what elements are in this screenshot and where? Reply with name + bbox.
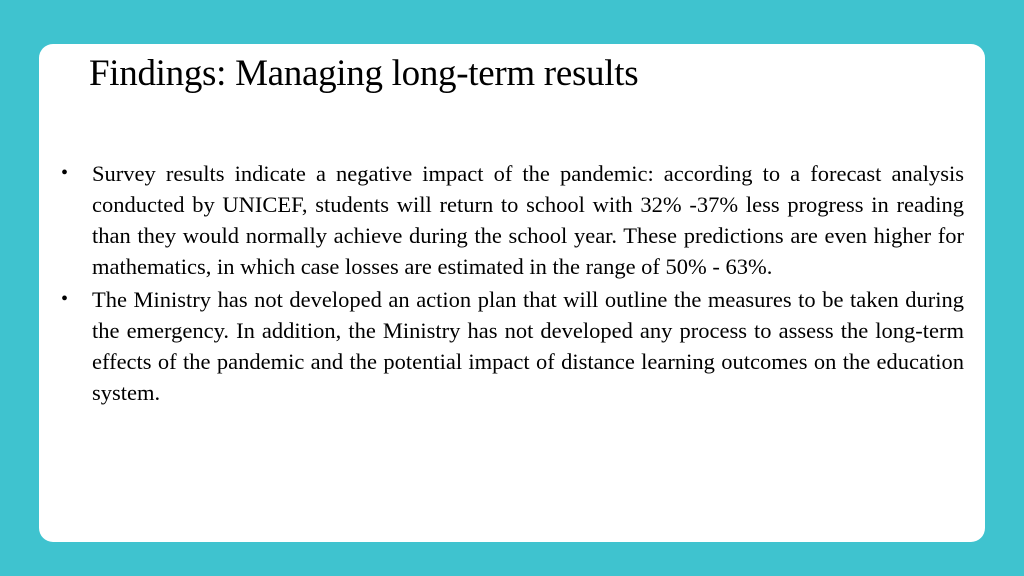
bullet-item [61,284,964,408]
slide-title: Findings: Managing long-term results [89,53,639,94]
bullet-text: Survey results indicate a negative impact of the pandemic: according to a forecast analysis conducted by UNICEF, students will return to school with 32% -37% less progress in reading than they would normally achieve during the school year. These predictions are even higher for mathematics, in which case losses are estimated in the range of 50% - 63%. [92,161,964,279]
bullet-list [61,158,964,410]
bullet-marker: • [61,162,69,184]
bullet-text: The Ministry has not developed an action plan that will outline the measures to be taken during the emergency. In addition, the Ministry has not developed any process to assess the long-term effects of the pandemic and the potential impact of distance learning outcomes on the education system. [92,287,964,405]
bullet-marker: • [61,288,69,310]
slide-card [39,44,985,542]
bullet-item [61,158,964,282]
